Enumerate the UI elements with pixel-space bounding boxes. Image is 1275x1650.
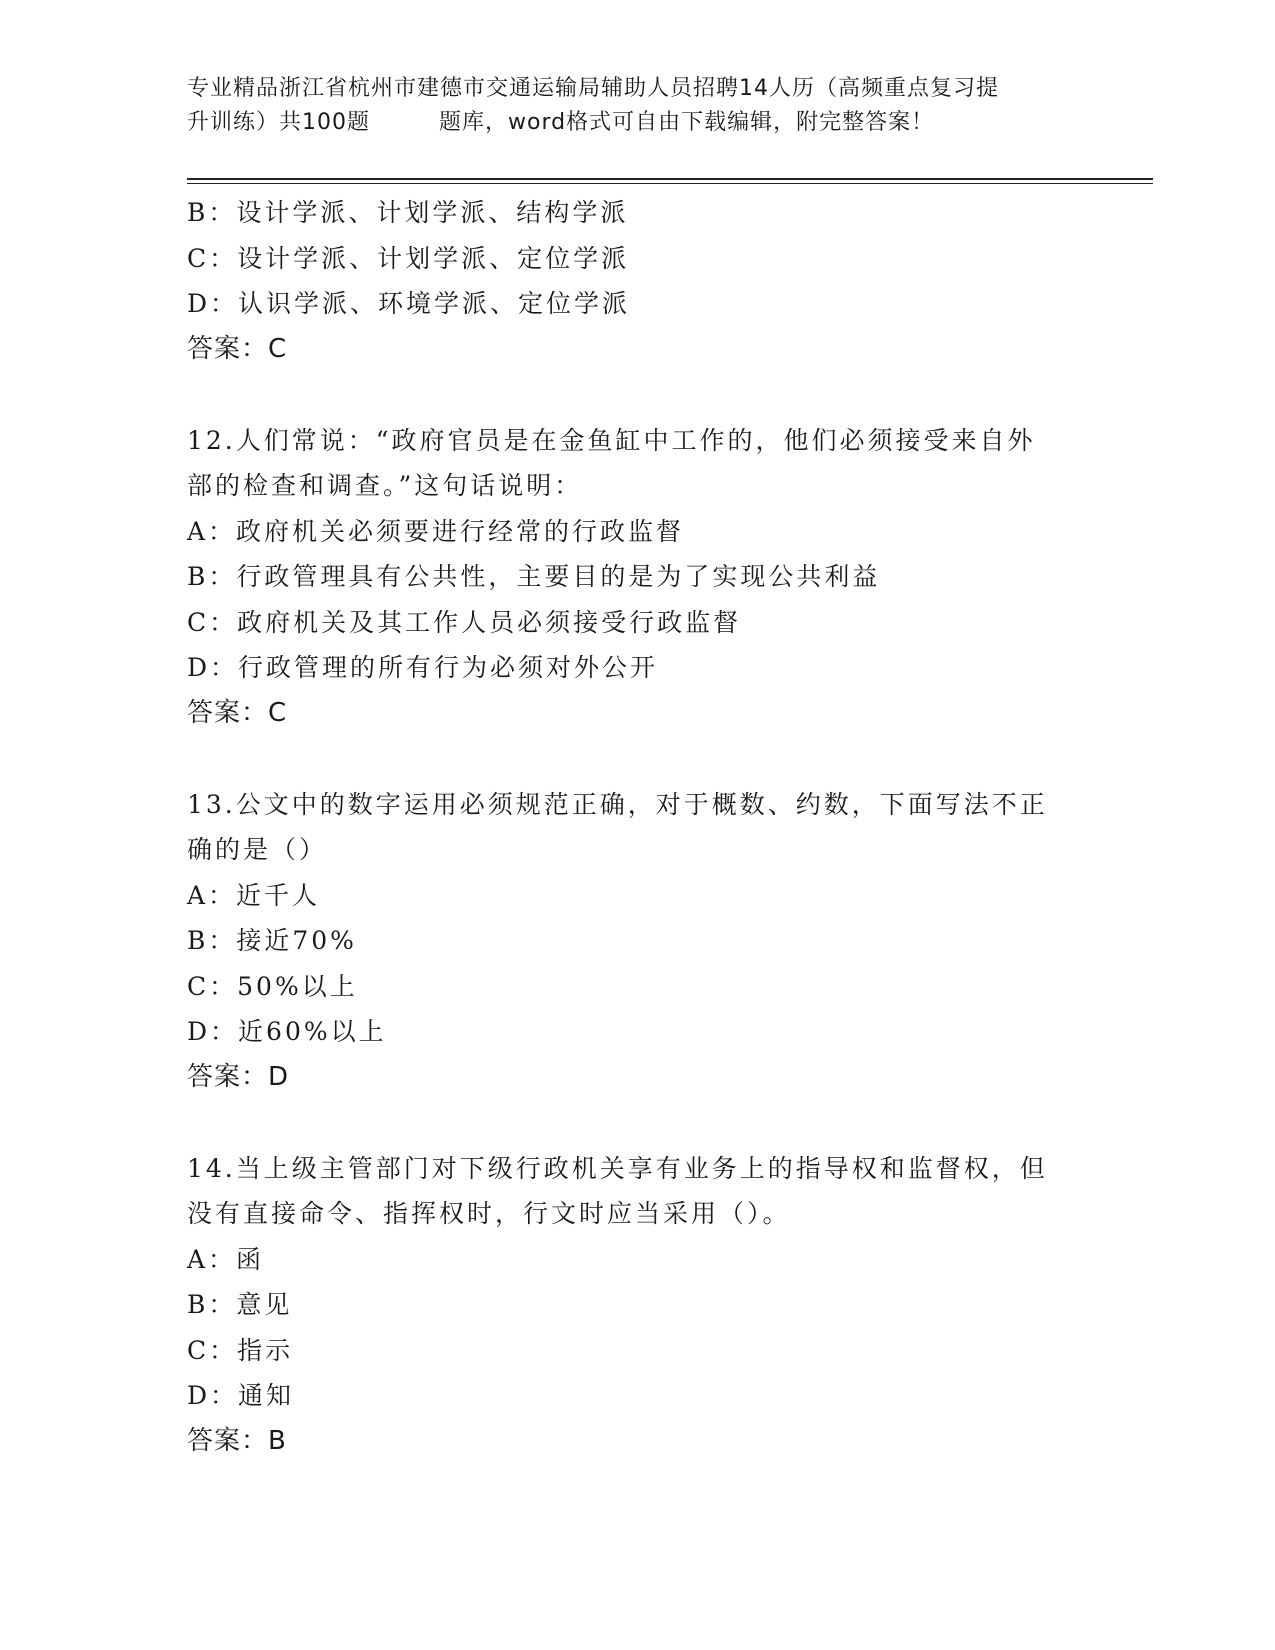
- option-a: A：近千人: [187, 880, 321, 910]
- option-b: B：设计学派、计划学派、结构学派: [187, 198, 629, 227]
- question-stem-line: 部的检查和调查。”这句话说明：: [187, 471, 583, 500]
- question-stem-line: 14.当上级主管部门对下级行政机关享有业务上的指导权和监督权，但: [187, 1153, 1048, 1183]
- option-d: D：通知: [187, 1381, 295, 1410]
- option-b: B：意见: [187, 1290, 293, 1319]
- option-d: D：行政管理的所有行为必须对外公开: [187, 653, 659, 682]
- question-stem-line: 13.公文中的数字运用必须规范正确，对于概数、约数，下面写法不正: [187, 789, 1048, 819]
- option-c: C：设计学派、计划学派、定位学派: [187, 243, 630, 273]
- question-13: [187, 782, 1087, 1101]
- question-stem-line: 12.人们常说：“政府官员是在金鱼缸中工作的，他们必须接受来自外: [187, 425, 1036, 455]
- question-14: [187, 1146, 1087, 1465]
- option-d: D：近60%以上: [187, 1017, 387, 1046]
- header-rule-thick: [187, 178, 1153, 180]
- option-a: A：函: [187, 1244, 265, 1274]
- option-d: D：认识学派、环境学派、定位学派: [187, 289, 631, 318]
- question-stem-line: 没有直接命令、指挥权时，行文时应当采用（）。: [187, 1199, 791, 1228]
- prev-question-block: [187, 190, 1087, 372]
- option-b: B：行政管理具有公共性，主要目的是为了实现公共利益: [187, 562, 881, 591]
- question-stem-line: 确的是（）: [187, 835, 328, 864]
- option-c: C：政府机关及其工作人员必须接受行政监督: [187, 607, 742, 637]
- answer: 答案：D: [187, 1061, 290, 1092]
- document-header: [187, 72, 1087, 140]
- answer: 答案：C: [187, 697, 288, 728]
- option-c: C：指示: [187, 1335, 294, 1365]
- answer: 答案：C: [187, 333, 288, 364]
- header-line-1: 专业精品浙江省杭州市建德市交通运输局辅助人员招聘14人历（高频重点复习提: [187, 76, 999, 101]
- header-rule-thin: [187, 183, 1153, 184]
- option-c: C：50%以上: [187, 971, 358, 1001]
- option-b: B：接近70%: [187, 926, 357, 955]
- question-content: [187, 190, 1087, 1464]
- question-12: [187, 418, 1087, 737]
- answer: 答案：B: [187, 1425, 287, 1456]
- header-line-2: 升训练）共100题 题库，word格式可自由下载编辑，附完整答案！: [187, 110, 935, 135]
- option-a: A：政府机关必须要进行经常的行政监督: [187, 516, 685, 546]
